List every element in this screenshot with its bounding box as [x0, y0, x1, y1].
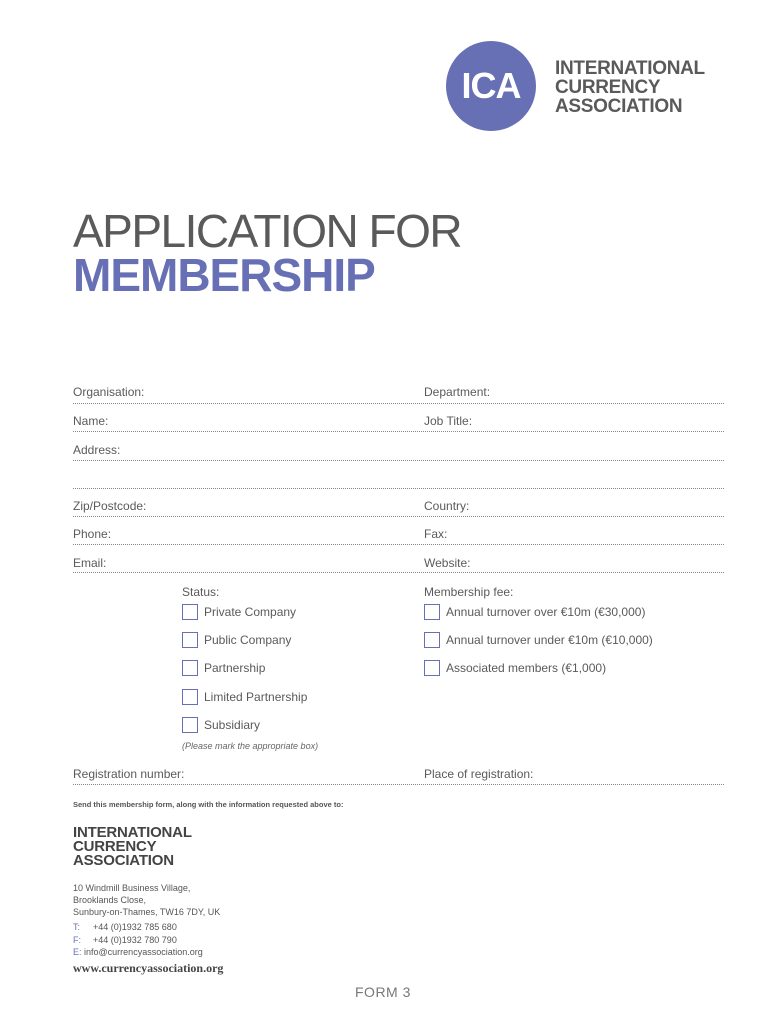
checkbox-label: Subsidiary — [204, 718, 261, 732]
website-link[interactable]: www.currencyassociation.org — [73, 961, 224, 975]
checkbox-label: Limited Partnership — [204, 690, 308, 704]
checkbox[interactable] — [182, 604, 198, 620]
place-of-registration-label: Place of registration: — [424, 767, 534, 781]
telephone-value: +44 (0)1932 785 680 — [93, 922, 177, 932]
phone-label: Phone: — [73, 527, 112, 541]
address-field-line-1[interactable] — [73, 460, 724, 461]
checkbox[interactable] — [182, 660, 198, 676]
checkbox-label: Associated members (€1,000) — [446, 661, 607, 675]
status-option-subsidiary[interactable] — [182, 717, 260, 733]
address-line: 10 Windmill Business Village, — [73, 883, 191, 893]
checkbox[interactable] — [182, 632, 198, 648]
checkbox[interactable] — [424, 632, 440, 648]
address-field-line-2[interactable] — [73, 488, 724, 489]
checkbox[interactable] — [182, 689, 198, 705]
logo-line: ASSOCIATION — [555, 96, 683, 117]
status-option-public[interactable] — [182, 632, 291, 648]
fax-key: F: — [73, 934, 81, 945]
postal-address — [73, 882, 220, 918]
address-line: Sunbury-on-Thames, TW16 7DY, UK — [73, 907, 221, 917]
fee-option-under-10m[interactable] — [424, 632, 653, 648]
fee-option-associated[interactable] — [424, 660, 606, 676]
email-field[interactable] — [73, 572, 724, 573]
footer-org-name — [73, 826, 192, 868]
address-line: Brooklands Close, — [73, 895, 147, 905]
website-label: Website: — [424, 556, 471, 570]
email-link[interactable]: info@currencyassociation.org — [84, 947, 203, 957]
job-title-label: Job Title: — [424, 414, 473, 428]
registration-field[interactable] — [73, 784, 724, 785]
name-field[interactable] — [73, 431, 724, 432]
form-number: FORM 3 — [355, 984, 411, 1000]
checkbox-label: Private Company — [204, 605, 297, 619]
status-note: (Please mark the appropriate box) — [182, 741, 319, 751]
fax-label: Fax: — [424, 527, 448, 541]
checkbox-label: Annual turnover over €10m (€30,000) — [446, 605, 646, 619]
fee-option-over-10m[interactable] — [424, 604, 645, 620]
footer-org-line: ASSOCIATION — [73, 852, 174, 869]
email-label: Email: — [73, 556, 107, 570]
page-title-line-2: MEMBERSHIP — [73, 249, 375, 301]
email-line — [73, 946, 203, 959]
ica-logo-mark: ICA — [446, 41, 536, 131]
checkbox-label: Public Company — [204, 633, 292, 647]
telephone-line — [73, 921, 203, 934]
ica-logo-wordmark — [555, 59, 705, 116]
zip-label: Zip/Postcode: — [73, 499, 147, 513]
organisation-field[interactable] — [73, 403, 724, 404]
fax-line — [73, 934, 203, 947]
registration-number-label: Registration number: — [73, 767, 185, 781]
name-label: Name: — [73, 414, 109, 428]
logo-line: INTERNATIONAL — [555, 58, 705, 79]
status-option-limited-partnership[interactable] — [182, 689, 307, 705]
checkbox[interactable] — [182, 717, 198, 733]
checkbox[interactable] — [424, 660, 440, 676]
country-label: Country: — [424, 499, 470, 513]
status-option-private[interactable] — [182, 604, 296, 620]
department-label: Department: — [424, 385, 491, 399]
page-title-line-1: APPLICATION FOR — [73, 205, 462, 257]
checkbox-label: Annual turnover under €10m (€10,000) — [446, 633, 653, 647]
footer-org-line: INTERNATIONAL — [73, 824, 192, 841]
checkbox[interactable] — [424, 604, 440, 620]
contact-details — [73, 921, 203, 959]
organisation-label: Organisation: — [73, 385, 145, 399]
status-label: Status: — [182, 585, 220, 599]
membership-fee-label: Membership fee: — [424, 585, 514, 599]
status-option-partnership[interactable] — [182, 660, 265, 676]
address-label: Address: — [73, 443, 121, 457]
phone-field[interactable] — [73, 544, 724, 545]
send-instructions: Send this membership form, along with the information requested above to: — [73, 800, 344, 809]
fax-value: +44 (0)1932 780 790 — [93, 934, 177, 945]
checkbox-label: Partnership — [204, 661, 266, 675]
footer-org-line: CURRENCY — [73, 838, 157, 855]
logo-line: CURRENCY — [555, 77, 661, 98]
email-key: E: — [73, 947, 82, 957]
zip-field[interactable] — [73, 516, 724, 517]
telephone-key: T: — [73, 922, 81, 932]
